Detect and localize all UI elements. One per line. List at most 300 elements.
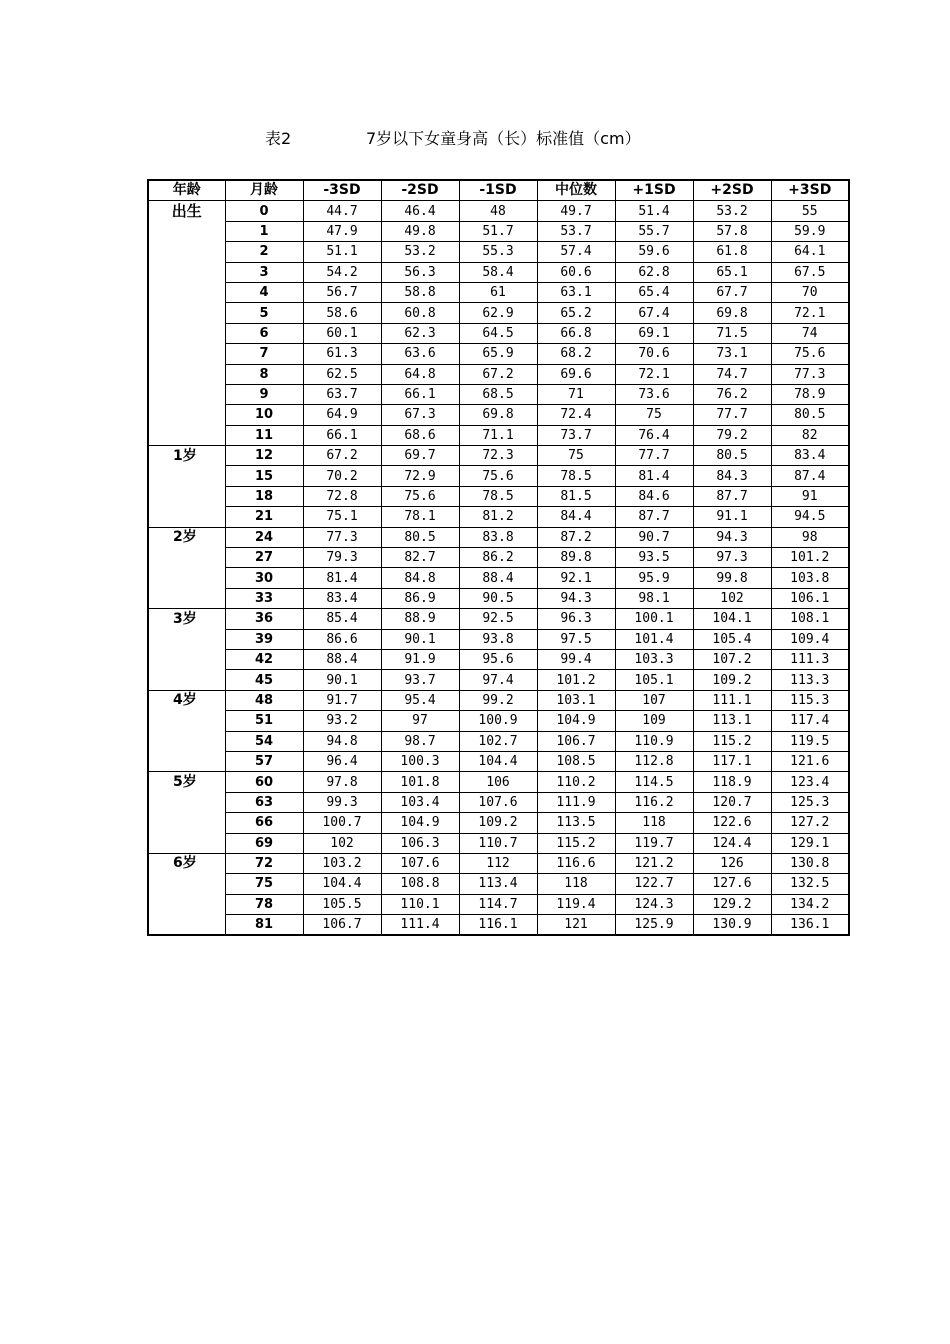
- value-cell: 68.5: [459, 384, 537, 404]
- month-cell: 39: [225, 629, 303, 649]
- age-cell: [148, 282, 225, 302]
- month-cell: 33: [225, 588, 303, 608]
- value-cell: 122.6: [693, 813, 771, 833]
- value-cell: 55: [771, 201, 849, 221]
- value-cell: 87.7: [693, 486, 771, 506]
- value-cell: 53.2: [693, 201, 771, 221]
- value-cell: 105.1: [615, 670, 693, 690]
- value-cell: 114.5: [615, 772, 693, 792]
- value-cell: 126: [693, 853, 771, 873]
- month-cell: 5: [225, 303, 303, 323]
- value-cell: 87.4: [771, 466, 849, 486]
- value-cell: 87.7: [615, 507, 693, 527]
- month-cell: 81: [225, 915, 303, 936]
- value-cell: 79.2: [693, 425, 771, 445]
- value-cell: 84.6: [615, 486, 693, 506]
- age-cell: [148, 466, 225, 486]
- value-cell: 63.6: [381, 344, 459, 364]
- value-cell: 90.7: [615, 527, 693, 547]
- value-cell: 100.3: [381, 751, 459, 771]
- value-cell: 76.4: [615, 425, 693, 445]
- month-cell: 27: [225, 548, 303, 568]
- value-cell: 112.8: [615, 751, 693, 771]
- age-cell: [148, 731, 225, 751]
- value-cell: 62.8: [615, 262, 693, 282]
- table-caption: [0, 124, 950, 150]
- value-cell: 86.2: [459, 548, 537, 568]
- age-cell: [148, 588, 225, 608]
- table-row: [148, 344, 849, 364]
- value-cell: 136.1: [771, 915, 849, 936]
- month-cell: 21: [225, 507, 303, 527]
- table-body: [148, 201, 849, 936]
- value-cell: 94.3: [693, 527, 771, 547]
- value-cell: 72.4: [537, 405, 615, 425]
- value-cell: 81.5: [537, 486, 615, 506]
- value-cell: 125.9: [615, 915, 693, 936]
- value-cell: 65.2: [537, 303, 615, 323]
- value-cell: 118: [615, 813, 693, 833]
- value-cell: 132.5: [771, 874, 849, 894]
- month-cell: 11: [225, 425, 303, 445]
- age-cell: [148, 507, 225, 527]
- table-row: [148, 242, 849, 262]
- value-cell: 70.2: [303, 466, 381, 486]
- value-cell: 70: [771, 282, 849, 302]
- value-cell: 79.3: [303, 548, 381, 568]
- value-cell: 88.4: [459, 568, 537, 588]
- month-cell: 42: [225, 649, 303, 669]
- table-row: [148, 527, 849, 547]
- age-cell: 1岁: [148, 446, 225, 466]
- value-cell: 97.8: [303, 772, 381, 792]
- age-cell: [148, 242, 225, 262]
- month-cell: 48: [225, 690, 303, 710]
- value-cell: 134.2: [771, 894, 849, 914]
- value-cell: 112: [459, 853, 537, 873]
- value-cell: 83.4: [771, 446, 849, 466]
- value-cell: 100.9: [459, 711, 537, 731]
- table-row: [148, 813, 849, 833]
- value-cell: 104.9: [537, 711, 615, 731]
- value-cell: 67.5: [771, 262, 849, 282]
- value-cell: 67.7: [693, 282, 771, 302]
- table-row: [148, 425, 849, 445]
- value-cell: 77.7: [693, 405, 771, 425]
- value-cell: 56.3: [381, 262, 459, 282]
- value-cell: 103.4: [381, 792, 459, 812]
- value-cell: 93.7: [381, 670, 459, 690]
- value-cell: 109.2: [459, 813, 537, 833]
- table-row: [148, 833, 849, 853]
- value-cell: 104.4: [303, 874, 381, 894]
- month-cell: 10: [225, 405, 303, 425]
- value-cell: 119.4: [537, 894, 615, 914]
- value-cell: 88.4: [303, 649, 381, 669]
- value-cell: 103.8: [771, 568, 849, 588]
- value-cell: 67.2: [459, 364, 537, 384]
- table-row: [148, 303, 849, 323]
- age-cell: [148, 874, 225, 894]
- value-cell: 58.8: [381, 282, 459, 302]
- table-row: [148, 262, 849, 282]
- column-header: -2SD: [381, 180, 459, 201]
- value-cell: 47.9: [303, 221, 381, 241]
- value-cell: 117.1: [693, 751, 771, 771]
- month-cell: 3: [225, 262, 303, 282]
- value-cell: 78.1: [381, 507, 459, 527]
- value-cell: 111.3: [771, 649, 849, 669]
- value-cell: 116.1: [459, 915, 537, 936]
- value-cell: 109.2: [693, 670, 771, 690]
- value-cell: 67.2: [303, 446, 381, 466]
- month-cell: 78: [225, 894, 303, 914]
- month-cell: 7: [225, 344, 303, 364]
- table-row: [148, 282, 849, 302]
- column-header: -3SD: [303, 180, 381, 201]
- age-cell: [148, 568, 225, 588]
- age-cell: [148, 323, 225, 343]
- table-row: [148, 384, 849, 404]
- value-cell: 61.8: [693, 242, 771, 262]
- value-cell: 107: [615, 690, 693, 710]
- table-number: 表2: [265, 129, 292, 148]
- value-cell: 69.7: [381, 446, 459, 466]
- value-cell: 127.6: [693, 874, 771, 894]
- value-cell: 122.7: [615, 874, 693, 894]
- age-cell: [148, 303, 225, 323]
- value-cell: 90.1: [303, 670, 381, 690]
- value-cell: 78.9: [771, 384, 849, 404]
- value-cell: 91.1: [693, 507, 771, 527]
- value-cell: 66.1: [303, 425, 381, 445]
- value-cell: 111.9: [537, 792, 615, 812]
- value-cell: 110.9: [615, 731, 693, 751]
- value-cell: 75.6: [381, 486, 459, 506]
- value-cell: 108.8: [381, 874, 459, 894]
- column-header: +2SD: [693, 180, 771, 201]
- value-cell: 100.1: [615, 609, 693, 629]
- value-cell: 110.1: [381, 894, 459, 914]
- value-cell: 58.4: [459, 262, 537, 282]
- table-row: [148, 548, 849, 568]
- value-cell: 82: [771, 425, 849, 445]
- value-cell: 113.5: [537, 813, 615, 833]
- value-cell: 116.6: [537, 853, 615, 873]
- value-cell: 51.7: [459, 221, 537, 241]
- value-cell: 102.7: [459, 731, 537, 751]
- value-cell: 99.4: [537, 649, 615, 669]
- value-cell: 99.2: [459, 690, 537, 710]
- value-cell: 94.8: [303, 731, 381, 751]
- value-cell: 113.1: [693, 711, 771, 731]
- value-cell: 64.9: [303, 405, 381, 425]
- value-cell: 81.4: [303, 568, 381, 588]
- value-cell: 117.4: [771, 711, 849, 731]
- value-cell: 80.5: [693, 446, 771, 466]
- value-cell: 44.7: [303, 201, 381, 221]
- month-cell: 6: [225, 323, 303, 343]
- value-cell: 97.3: [693, 548, 771, 568]
- value-cell: 71.1: [459, 425, 537, 445]
- value-cell: 124.3: [615, 894, 693, 914]
- value-cell: 92.1: [537, 568, 615, 588]
- value-cell: 62.9: [459, 303, 537, 323]
- value-cell: 118: [537, 874, 615, 894]
- table-row: [148, 670, 849, 690]
- value-cell: 125.3: [771, 792, 849, 812]
- value-cell: 71.5: [693, 323, 771, 343]
- value-cell: 63.1: [537, 282, 615, 302]
- value-cell: 98: [771, 527, 849, 547]
- value-cell: 107.6: [459, 792, 537, 812]
- column-header: 中位数: [537, 180, 615, 201]
- table-row: [148, 466, 849, 486]
- value-cell: 72.3: [459, 446, 537, 466]
- value-cell: 86.9: [381, 588, 459, 608]
- value-cell: 91: [771, 486, 849, 506]
- value-cell: 46.4: [381, 201, 459, 221]
- value-cell: 92.5: [459, 609, 537, 629]
- value-cell: 75: [615, 405, 693, 425]
- value-cell: 105.5: [303, 894, 381, 914]
- value-cell: 98.7: [381, 731, 459, 751]
- value-cell: 106.1: [771, 588, 849, 608]
- value-cell: 87.2: [537, 527, 615, 547]
- age-cell: [148, 221, 225, 241]
- value-cell: 51.1: [303, 242, 381, 262]
- value-cell: 59.6: [615, 242, 693, 262]
- value-cell: 111.4: [381, 915, 459, 936]
- value-cell: 119.7: [615, 833, 693, 853]
- value-cell: 114.7: [459, 894, 537, 914]
- value-cell: 65.9: [459, 344, 537, 364]
- value-cell: 64.1: [771, 242, 849, 262]
- value-cell: 130.9: [693, 915, 771, 936]
- column-header: 月龄: [225, 180, 303, 201]
- value-cell: 101.4: [615, 629, 693, 649]
- value-cell: 76.2: [693, 384, 771, 404]
- value-cell: 71: [537, 384, 615, 404]
- value-cell: 103.1: [537, 690, 615, 710]
- table-row: [148, 364, 849, 384]
- age-cell: [148, 262, 225, 282]
- age-cell: [148, 384, 225, 404]
- value-cell: 77.7: [615, 446, 693, 466]
- value-cell: 110.7: [459, 833, 537, 853]
- value-cell: 62.3: [381, 323, 459, 343]
- value-cell: 59.9: [771, 221, 849, 241]
- value-cell: 115.3: [771, 690, 849, 710]
- table-row: [148, 629, 849, 649]
- value-cell: 106.7: [303, 915, 381, 936]
- value-cell: 57.4: [537, 242, 615, 262]
- value-cell: 80.5: [771, 405, 849, 425]
- table-row: [148, 588, 849, 608]
- value-cell: 106.3: [381, 833, 459, 853]
- column-header: +3SD: [771, 180, 849, 201]
- value-cell: 108.5: [537, 751, 615, 771]
- value-cell: 120.7: [693, 792, 771, 812]
- value-cell: 113.3: [771, 670, 849, 690]
- value-cell: 106.7: [537, 731, 615, 751]
- month-cell: 24: [225, 527, 303, 547]
- table-row: [148, 323, 849, 343]
- value-cell: 105.4: [693, 629, 771, 649]
- value-cell: 84.8: [381, 568, 459, 588]
- value-cell: 91.9: [381, 649, 459, 669]
- value-cell: 78.5: [459, 486, 537, 506]
- month-cell: 60: [225, 772, 303, 792]
- age-cell: [148, 425, 225, 445]
- value-cell: 66.8: [537, 323, 615, 343]
- value-cell: 72.9: [381, 466, 459, 486]
- value-cell: 104.9: [381, 813, 459, 833]
- value-cell: 82.7: [381, 548, 459, 568]
- month-cell: 57: [225, 751, 303, 771]
- value-cell: 49.8: [381, 221, 459, 241]
- value-cell: 61: [459, 282, 537, 302]
- value-cell: 55.7: [615, 221, 693, 241]
- value-cell: 74: [771, 323, 849, 343]
- value-cell: 61.3: [303, 344, 381, 364]
- value-cell: 88.9: [381, 609, 459, 629]
- value-cell: 101.2: [537, 670, 615, 690]
- month-cell: 36: [225, 609, 303, 629]
- table-row: [148, 731, 849, 751]
- table-row: [148, 690, 849, 710]
- value-cell: 56.7: [303, 282, 381, 302]
- value-cell: 65.1: [693, 262, 771, 282]
- value-cell: 63.7: [303, 384, 381, 404]
- value-cell: 93.8: [459, 629, 537, 649]
- value-cell: 64.8: [381, 364, 459, 384]
- table-row: [148, 751, 849, 771]
- table-row: [148, 649, 849, 669]
- value-cell: 70.6: [615, 344, 693, 364]
- height-standard-table: [147, 179, 850, 936]
- value-cell: 103.2: [303, 853, 381, 873]
- value-cell: 64.5: [459, 323, 537, 343]
- value-cell: 129.1: [771, 833, 849, 853]
- value-cell: 66.1: [381, 384, 459, 404]
- month-cell: 8: [225, 364, 303, 384]
- value-cell: 109.4: [771, 629, 849, 649]
- value-cell: 48: [459, 201, 537, 221]
- value-cell: 90.5: [459, 588, 537, 608]
- month-cell: 18: [225, 486, 303, 506]
- value-cell: 73.7: [537, 425, 615, 445]
- table-row: [148, 446, 849, 466]
- value-cell: 109: [615, 711, 693, 731]
- month-cell: 66: [225, 813, 303, 833]
- month-cell: 72: [225, 853, 303, 873]
- age-cell: [148, 344, 225, 364]
- value-cell: 119.5: [771, 731, 849, 751]
- value-cell: 77.3: [771, 364, 849, 384]
- month-cell: 15: [225, 466, 303, 486]
- value-cell: 68.2: [537, 344, 615, 364]
- age-cell: [148, 833, 225, 853]
- age-cell: [148, 894, 225, 914]
- value-cell: 53.2: [381, 242, 459, 262]
- value-cell: 107.2: [693, 649, 771, 669]
- value-cell: 96.4: [303, 751, 381, 771]
- value-cell: 106: [459, 772, 537, 792]
- age-cell: [148, 751, 225, 771]
- value-cell: 54.2: [303, 262, 381, 282]
- value-cell: 60.8: [381, 303, 459, 323]
- table-row: [148, 772, 849, 792]
- value-cell: 49.7: [537, 201, 615, 221]
- value-cell: 96.3: [537, 609, 615, 629]
- value-cell: 78.5: [537, 466, 615, 486]
- age-cell: 出生: [148, 201, 225, 221]
- value-cell: 99.3: [303, 792, 381, 812]
- value-cell: 83.4: [303, 588, 381, 608]
- value-cell: 91.7: [303, 690, 381, 710]
- value-cell: 53.7: [537, 221, 615, 241]
- value-cell: 68.6: [381, 425, 459, 445]
- table-row: [148, 486, 849, 506]
- table-row: [148, 874, 849, 894]
- value-cell: 75.6: [771, 344, 849, 364]
- column-header: -1SD: [459, 180, 537, 201]
- age-cell: [148, 711, 225, 731]
- table-title: 7岁以下女童身高（长）标准值（cm）: [366, 129, 641, 148]
- table-row: [148, 915, 849, 936]
- month-cell: 69: [225, 833, 303, 853]
- value-cell: 51.4: [615, 201, 693, 221]
- value-cell: 93.5: [615, 548, 693, 568]
- value-cell: 103.3: [615, 649, 693, 669]
- age-cell: [148, 670, 225, 690]
- value-cell: 123.4: [771, 772, 849, 792]
- value-cell: 110.2: [537, 772, 615, 792]
- value-cell: 75.1: [303, 507, 381, 527]
- age-cell: 4岁: [148, 690, 225, 710]
- value-cell: 98.1: [615, 588, 693, 608]
- value-cell: 121.2: [615, 853, 693, 873]
- month-cell: 75: [225, 874, 303, 894]
- value-cell: 113.4: [459, 874, 537, 894]
- age-cell: 2岁: [148, 527, 225, 547]
- value-cell: 73.6: [615, 384, 693, 404]
- value-cell: 95.6: [459, 649, 537, 669]
- value-cell: 104.4: [459, 751, 537, 771]
- age-cell: 6岁: [148, 853, 225, 873]
- month-cell: 9: [225, 384, 303, 404]
- value-cell: 58.6: [303, 303, 381, 323]
- value-cell: 74.7: [693, 364, 771, 384]
- value-cell: 67.4: [615, 303, 693, 323]
- age-cell: [148, 364, 225, 384]
- age-cell: [148, 548, 225, 568]
- table-row: [148, 853, 849, 873]
- value-cell: 89.8: [537, 548, 615, 568]
- value-cell: 69.8: [459, 405, 537, 425]
- value-cell: 115.2: [693, 731, 771, 751]
- value-cell: 121: [537, 915, 615, 936]
- month-cell: 0: [225, 201, 303, 221]
- value-cell: 84.4: [537, 507, 615, 527]
- value-cell: 62.5: [303, 364, 381, 384]
- value-cell: 77.3: [303, 527, 381, 547]
- header-row: [148, 180, 849, 201]
- value-cell: 107.6: [381, 853, 459, 873]
- value-cell: 104.1: [693, 609, 771, 629]
- table-row: [148, 792, 849, 812]
